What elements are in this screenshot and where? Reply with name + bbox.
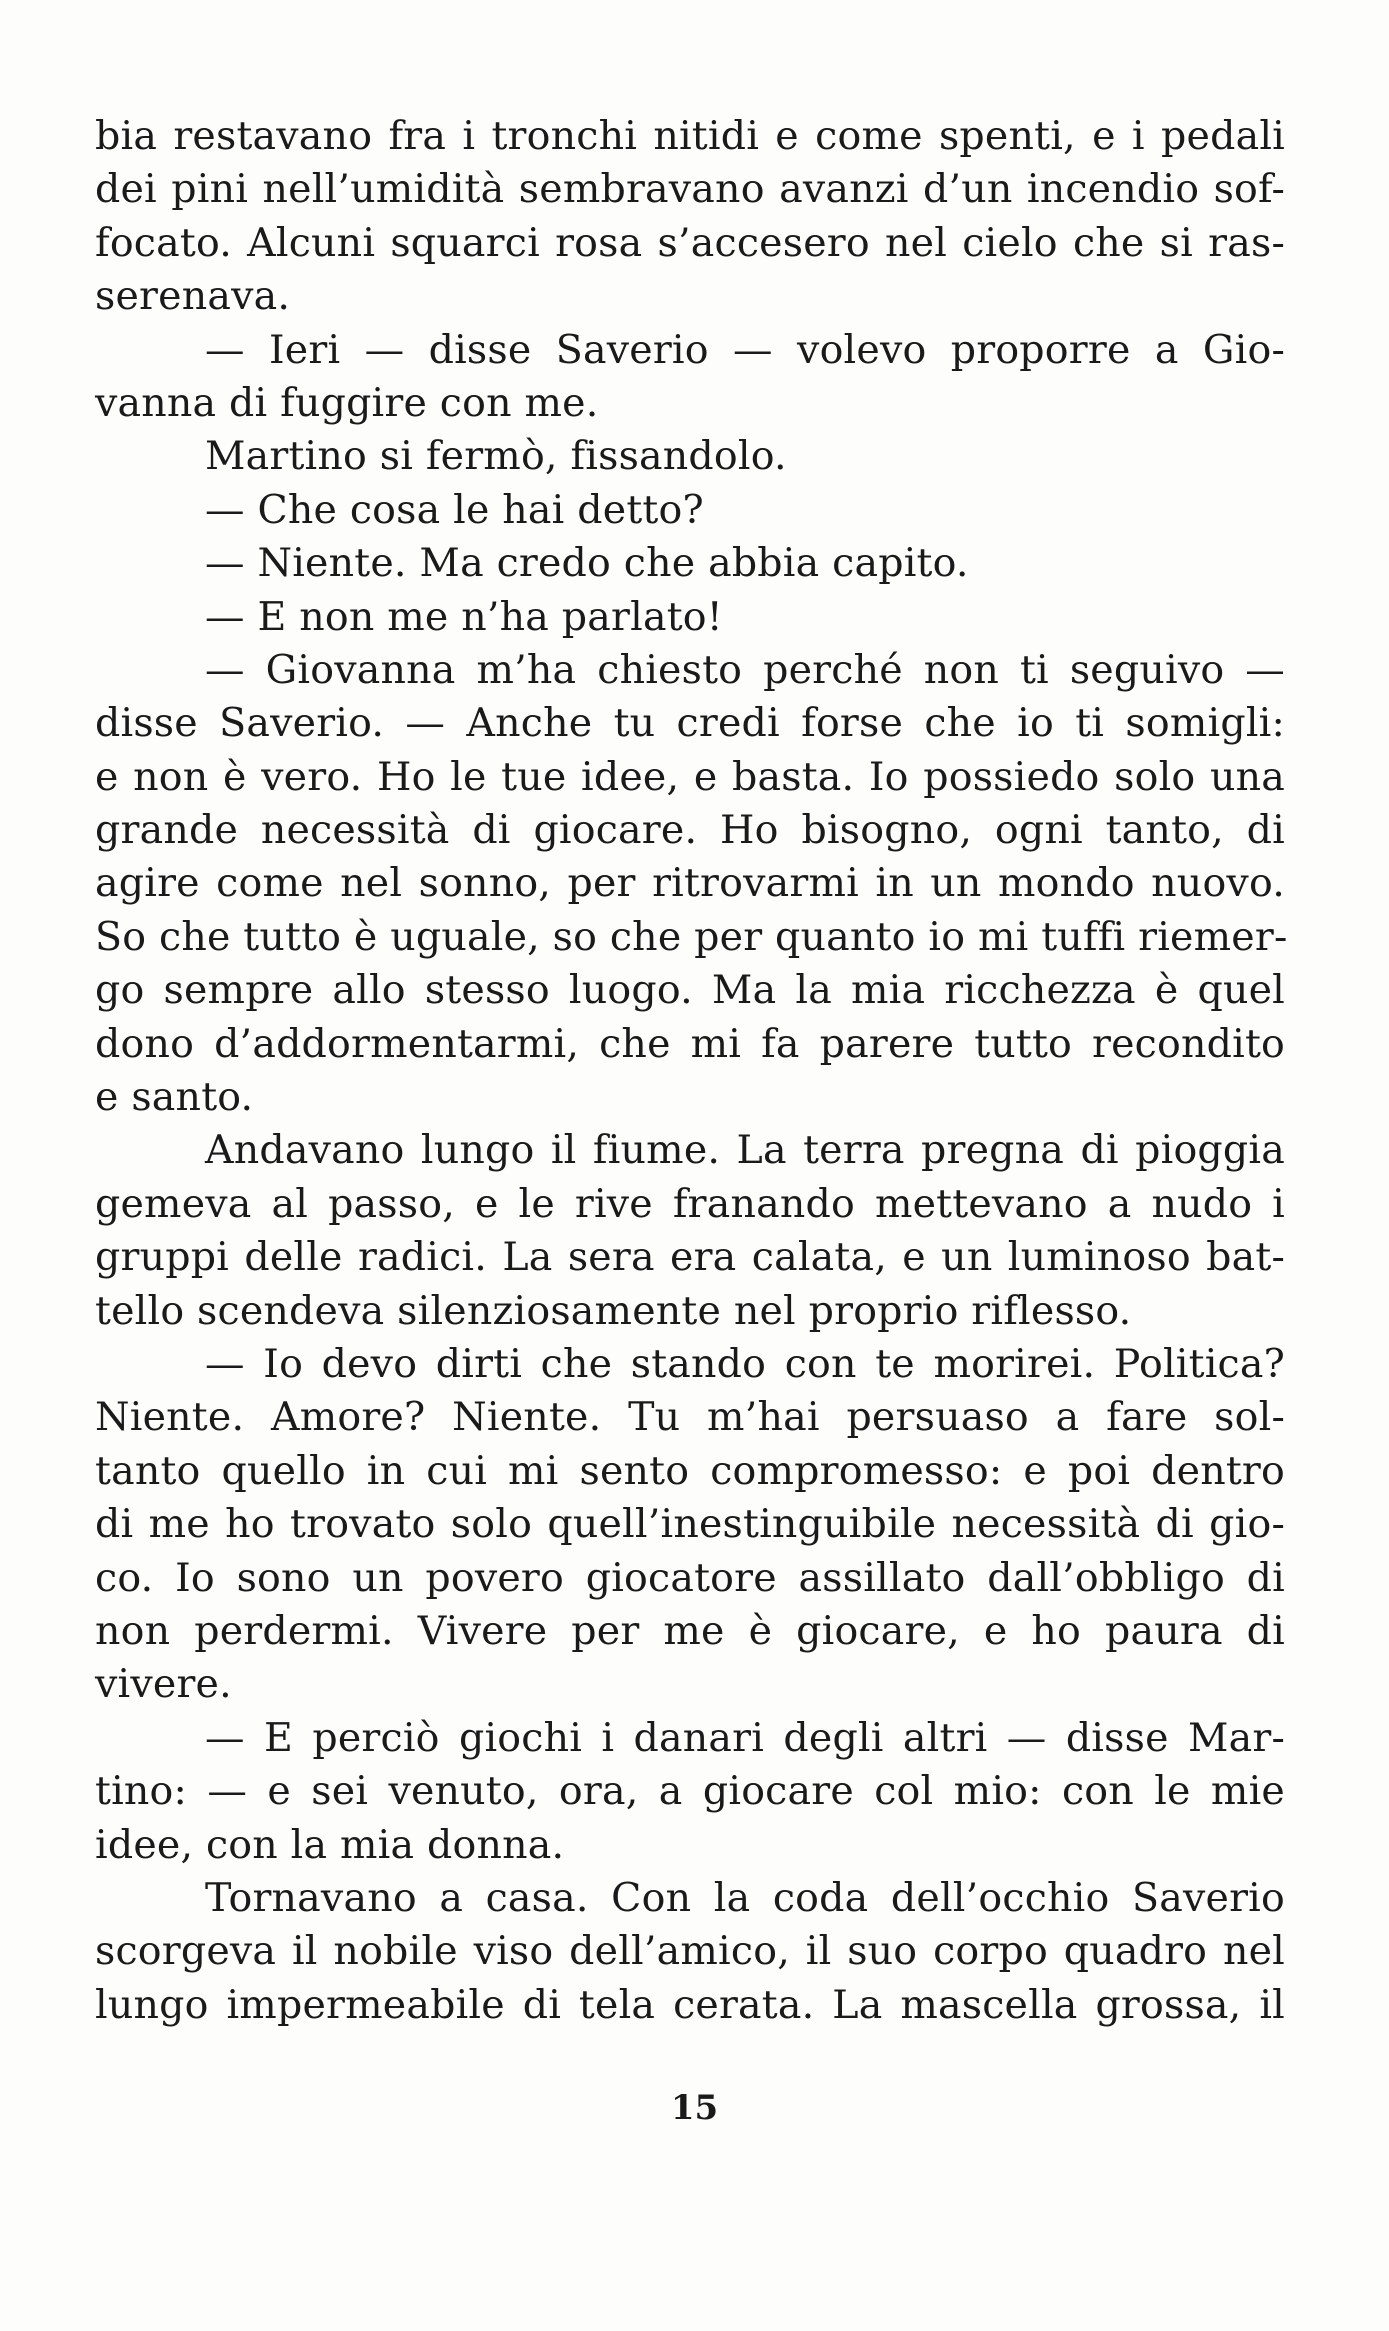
text-line: tello scendeva silenziosamente nel proprio riflesso. [95, 1287, 1132, 1334]
text-line: lungo impermeabile di tela cerata. La mascella grossa, il [95, 1981, 1285, 2028]
text-line: — Giovanna m’ha chiesto perché non ti seguivo — [205, 646, 1285, 693]
text-line: vivere. [95, 1661, 232, 1708]
text-line: disse Saverio. — Anche tu credi forse che io ti somigli: [95, 700, 1285, 747]
text-line: vanna di fuggire con me. [95, 379, 599, 426]
text-line: gruppi delle radici. La sera era calata, e un luminoso bat- [95, 1234, 1285, 1281]
text-line: co. Io sono un povero giocatore assillato dall’obbligo di [95, 1554, 1285, 1601]
text-line: — Che cosa le hai detto? [205, 486, 704, 533]
text-line: Tornavano a casa. Con la coda dell’occhio Saverio [205, 1874, 1285, 1921]
text-line: — E non me n’ha parlato! [205, 593, 723, 640]
text-line: tino: — e sei venuto, ora, a giocare col mio: con le mie [95, 1768, 1285, 1815]
text-line: Niente. Amore? Niente. Tu m’hai persuaso a fare sol- [95, 1394, 1285, 1441]
text-line: grande necessità di giocare. Ho bisogno, ogni tanto, di [95, 807, 1285, 854]
text-line: — Io devo dirti che stando con te morirei. Politica? [205, 1340, 1285, 1387]
text-line: agire come nel sonno, per ritrovarmi in un mondo nuovo. [95, 860, 1285, 907]
text-line: bia restavano fra i tronchi nitidi e come spenti, e i pedali [95, 113, 1285, 159]
text-line: go sempre allo stesso luogo. Ma la mia ricchezza è quel [95, 967, 1285, 1014]
body-text [95, 110, 1288, 2032]
text-line: gemeva al passo, e le rive franando mettevano a nudo i [95, 1180, 1285, 1227]
text-line: tanto quello in cui mi sento compromesso: e poi dentro [95, 1447, 1285, 1494]
text-line: — Niente. Ma credo che abbia capito. [205, 540, 969, 587]
text-line: e santo. [95, 1074, 254, 1121]
text-line: — E perciò giochi i danari degli altri — disse Mar- [205, 1714, 1285, 1761]
text-line: Martino si fermò, fissandolo. [205, 433, 787, 480]
page-number: 15 [670, 2088, 719, 2128]
text-line: di me ho trovato solo quell’inestinguibile necessità di gio- [95, 1501, 1285, 1548]
text-line: So che tutto è uguale, so che per quanto io mi tuffi riemer- [95, 913, 1288, 960]
text-line: focato. Alcuni squarci rosa s’accesero nel cielo che si ras- [95, 219, 1285, 266]
text-line: serenava. [95, 273, 291, 320]
text-line: scorgeva il nobile viso dell’amico, il suo corpo quadro nel [95, 1928, 1285, 1975]
text-line: — Ieri — disse Saverio — volevo proporre a Gio- [205, 326, 1285, 373]
text-line: non perdermi. Vivere per me è giocare, e ho paura di [95, 1607, 1285, 1654]
text-line: dono d’addormentarmi, che mi fa parere tutto recondito [95, 1020, 1285, 1067]
text-line: idee, con la mia donna. [95, 1821, 565, 1868]
text-line: dei pini nell’umidità sembravano avanzi d’un incendio sof- [95, 166, 1285, 213]
text-line: Andavano lungo il fiume. La terra pregna di pioggia [205, 1127, 1285, 1174]
text-line: e non è vero. Ho le tue idee, e basta. Io possiedo solo una [95, 753, 1285, 800]
